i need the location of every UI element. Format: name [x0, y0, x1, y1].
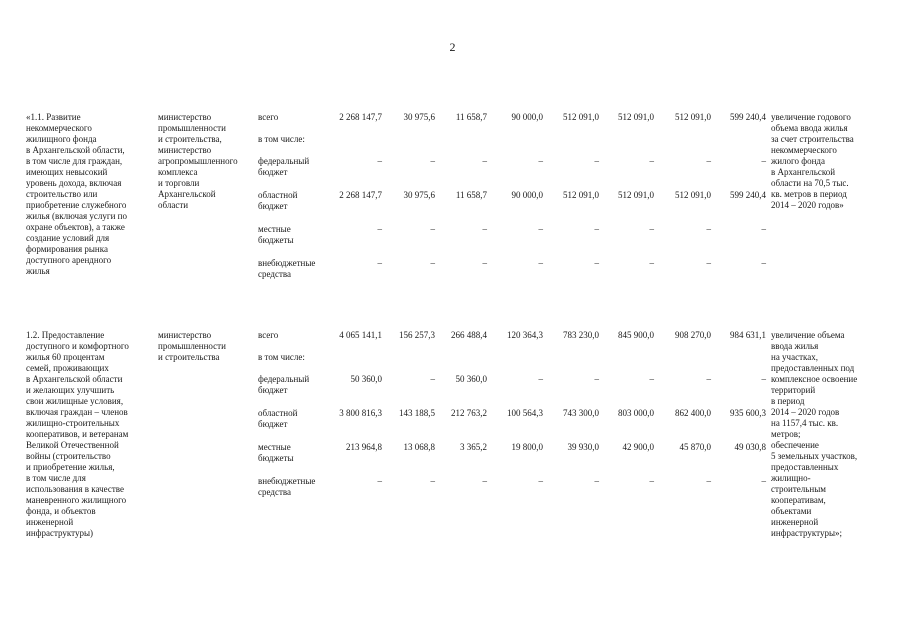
funding-value: 45 870,0 — [679, 442, 711, 452]
funding-value: 19 800,0 — [511, 442, 543, 452]
funding-value: – — [377, 476, 382, 486]
funding-value: – — [377, 224, 382, 234]
funding-value: 90 000,0 — [511, 190, 543, 200]
funding-value: 935 600,3 — [730, 408, 766, 418]
funding-value: 13 068,8 — [403, 442, 435, 452]
funding-value: 512 091,0 — [563, 190, 599, 200]
funding-value: – — [706, 258, 711, 268]
funding-value: – — [761, 374, 766, 384]
funding-value: – — [761, 156, 766, 166]
funding-value: 143 188,5 — [399, 408, 435, 418]
funding-value: 30 975,6 — [403, 112, 435, 122]
funding-value: – — [594, 476, 599, 486]
funding-value: 3 800 816,3 — [339, 408, 382, 418]
funding-value: 862 400,0 — [675, 408, 711, 418]
funding-source-label: местные бюджеты — [258, 224, 294, 245]
funding-value: – — [538, 156, 543, 166]
funding-value: 512 091,0 — [675, 112, 711, 122]
funding-value: 50 360,0 — [350, 374, 382, 384]
funding-source-label: всего — [258, 112, 279, 122]
funding-value: 512 091,0 — [618, 190, 654, 200]
page-number: 2 — [449, 40, 456, 54]
funding-value: – — [430, 224, 435, 234]
funding-value: – — [482, 258, 487, 268]
funding-value: – — [761, 224, 766, 234]
funding-value: 120 364,3 — [507, 330, 543, 340]
funding-value: 3 365,2 — [460, 442, 487, 452]
funding-value: 512 091,0 — [675, 190, 711, 200]
funding-value: 156 257,3 — [399, 330, 435, 340]
funding-value: – — [761, 476, 766, 486]
funding-value: – — [377, 156, 382, 166]
funding-source-label: внебюджетные средства — [258, 258, 316, 279]
activity-title: «1.1. Развитие некоммерческого жилищного фонда в Архангельской области, в том числе для граждан, имеющих невысокий уровень дохода, включая строительство или приобретение служебного жилья (включая услуги по охране объектов), а также создание условий для формирования рынка доступного арендного жилья — [26, 112, 127, 276]
funding-value: – — [594, 224, 599, 234]
funding-source-label: в том числе: — [258, 134, 305, 144]
funding-value: – — [430, 258, 435, 268]
funding-value: 599 240,4 — [730, 112, 766, 122]
funding-value: 11 658,7 — [455, 190, 487, 200]
funding-value: 42 900,0 — [622, 442, 654, 452]
funding-value: – — [649, 374, 654, 384]
funding-value: 803 000,0 — [618, 408, 654, 418]
funding-value: – — [377, 258, 382, 268]
funding-value: – — [706, 374, 711, 384]
expected-result: увеличение объема ввода жилья на участках, предоставленных под комплексное освоение территорий в период 2014 – 2020 годов на 1157,4 тыс. кв. метров; обеспечение 5 земельных участков, предоставленных жилищно- строительным кооперативам, объектами инженерной инфраструктуры»; — [771, 330, 858, 538]
funding-value: 30 975,6 — [403, 190, 435, 200]
funding-value: 908 270,0 — [675, 330, 711, 340]
funding-value: – — [706, 156, 711, 166]
funding-value: – — [482, 476, 487, 486]
funding-source-label: федеральный бюджет — [258, 156, 310, 177]
funding-value: – — [706, 476, 711, 486]
funding-value: 783 230,0 — [563, 330, 599, 340]
funding-value: 984 631,1 — [730, 330, 766, 340]
expected-result: увеличение годового объема ввода жилья за счет строительства некоммерческого жилого фонда в Архангельской области на 70,5 тыс. кв. метров в период 2014 – 2020 годов» — [771, 112, 854, 210]
funding-source-label: областной бюджет — [258, 408, 298, 429]
funding-value: – — [430, 374, 435, 384]
funding-value: – — [538, 476, 543, 486]
funding-value: – — [649, 156, 654, 166]
funding-value: – — [594, 374, 599, 384]
funding-value: 212 763,2 — [451, 408, 487, 418]
funding-value: – — [594, 156, 599, 166]
funding-value: – — [538, 224, 543, 234]
funding-value: 743 300,0 — [563, 408, 599, 418]
funding-value: 49 030,8 — [734, 442, 766, 452]
funding-value: – — [538, 374, 543, 384]
funding-value: 90 000,0 — [511, 112, 543, 122]
funding-value: 100 564,3 — [507, 408, 543, 418]
funding-value: 50 360,0 — [455, 374, 487, 384]
funding-value: – — [649, 258, 654, 268]
funding-source-label: внебюджетные средства — [258, 476, 316, 497]
funding-value: 512 091,0 — [618, 112, 654, 122]
funding-value: 11 658,7 — [455, 112, 487, 122]
funding-value: – — [538, 258, 543, 268]
funding-source-label: в том числе: — [258, 352, 305, 362]
funding-value: – — [482, 224, 487, 234]
funding-value: – — [430, 476, 435, 486]
funding-source-label: федеральный бюджет — [258, 374, 310, 395]
funding-value: – — [594, 258, 599, 268]
activity-title: 1.2. Предоставление доступного и комфортного жилья 60 процентам семей, проживающих в Архангельской области и желающих улучшить свои жилищные условия, включая граждан – членов жилищно-строительных кооперативов, и ветеранам Великой Отечественной войны (строительство и приобретение жилья, в том числе для использования в качестве маневренного жилищного фонда, и объектов инженерной инфраструктуры) — [26, 330, 129, 538]
funding-value: 599 240,4 — [730, 190, 766, 200]
funding-value: 266 488,4 — [451, 330, 487, 340]
funding-value: 2 268 147,7 — [339, 112, 382, 122]
funding-value: – — [649, 476, 654, 486]
funding-value: 2 268 147,7 — [339, 190, 382, 200]
funding-value: – — [706, 224, 711, 234]
funding-source-label: областной бюджет — [258, 190, 298, 211]
funding-value: – — [649, 224, 654, 234]
funding-value: 512 091,0 — [563, 112, 599, 122]
funding-value: 39 930,0 — [567, 442, 599, 452]
funding-value: – — [482, 156, 487, 166]
funding-value: 4 065 141,1 — [339, 330, 382, 340]
funding-value: 845 900,0 — [618, 330, 654, 340]
executor-text: министерство промышленности и строительства — [158, 330, 226, 362]
funding-source-label: всего — [258, 330, 279, 340]
funding-source-label: местные бюджеты — [258, 442, 294, 463]
funding-value: – — [761, 258, 766, 268]
funding-value: – — [430, 156, 435, 166]
executor-text: министерство промышленности и строительства, министерство агропромышленного комплекса и торговли Архангельской области — [158, 112, 238, 210]
funding-value: 213 964,8 — [346, 442, 382, 452]
